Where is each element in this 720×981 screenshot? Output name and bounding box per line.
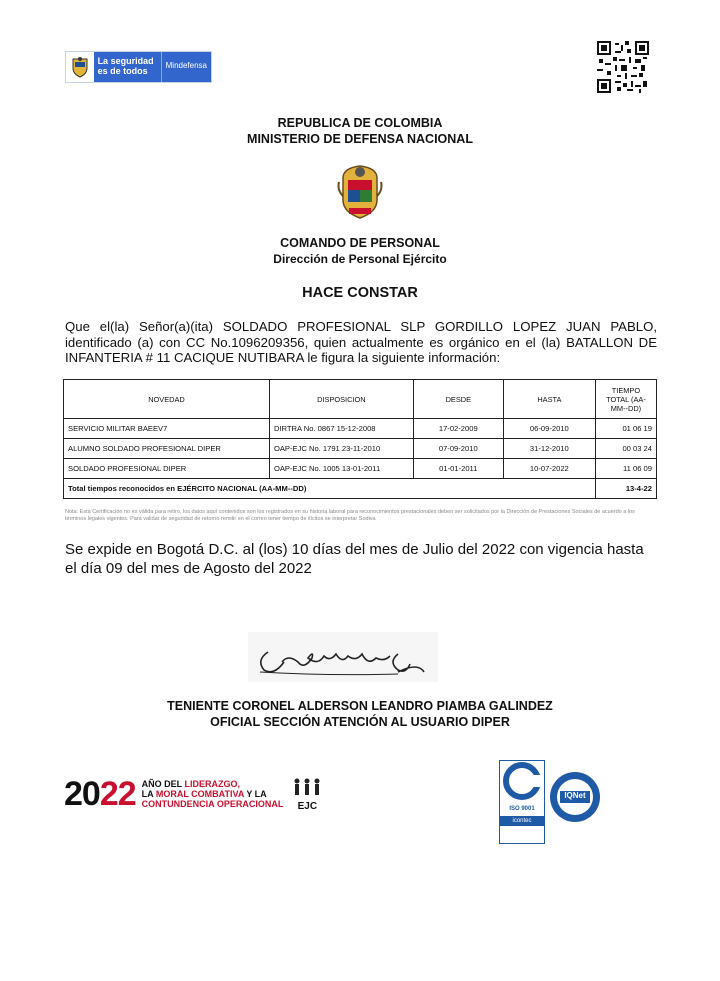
table-row [64, 459, 657, 479]
col-novedad: NOVEDAD [64, 380, 270, 419]
directorate-title: Dirección de Personal Ejército [273, 252, 447, 266]
table-header-row [64, 380, 657, 419]
cell-tiempo: 01 06 19 [595, 419, 656, 439]
col-desde: DESDE [413, 380, 503, 419]
army-2022-slogan [64, 776, 384, 812]
cell-hasta: 10-07-2022 [503, 459, 595, 479]
cell-disposicion: OAP-EJC No. 1005 13-01-2011 [269, 459, 413, 479]
signer-title: OFICIAL SECCIÓN ATENCIÓN AL USUARIO DIPER [210, 715, 510, 729]
gov-slogan: La seguridad es de todos [94, 52, 161, 82]
cell-tiempo: 00 03 24 [595, 439, 656, 459]
cell-novedad: SERVICIO MILITAR BAEEV7 [64, 419, 270, 439]
soldiers-icon [289, 777, 325, 797]
ministry-label: Mindefensa [161, 52, 211, 82]
total-label: Total tiempos reconocidos en EJÉRCITO NACIONAL (AA-MM--DD) [64, 479, 596, 499]
icontec-logo-icon [502, 761, 542, 801]
table-row [64, 419, 657, 439]
table-row [64, 439, 657, 459]
coat-of-arms-icon [66, 52, 94, 82]
cell-tiempo: 11 06 09 [595, 459, 656, 479]
cell-desde: 17-02-2009 [413, 419, 503, 439]
cell-disposicion: DIRTRA No. 0867 15-12-2008 [269, 419, 413, 439]
service-record-table [63, 379, 657, 499]
army-crest-icon [335, 160, 385, 220]
signature-image [248, 632, 438, 682]
col-disposicion: DISPOSICION [269, 380, 413, 419]
iqnet-certification: IQNet [548, 770, 602, 824]
cell-hasta: 31-12-2010 [503, 439, 595, 459]
ministry-title: MINISTERIO DE DEFENSA NACIONAL [247, 132, 473, 146]
cell-disposicion: OAP-EJC No. 1791 23-11-2010 [269, 439, 413, 459]
country-title: REPUBLICA DE COLOMBIA [277, 116, 443, 130]
issue-statement: Se expide en Bogotá D.C. al (los) 10 días del mes de Julio del 2022 con vigencia hasta el día 09 del mes de Agosto del 2022 [65, 541, 644, 577]
ejc-logo: EJC [289, 777, 325, 812]
cell-hasta: 06-09-2010 [503, 419, 595, 439]
col-hasta: HASTA [503, 380, 595, 419]
total-value: 13-4-22 [595, 479, 656, 499]
qr-code-icon [597, 41, 649, 93]
cell-novedad: ALUMNO SOLDADO PROFESIONAL DIPER [64, 439, 270, 459]
slogan-text: AÑO DEL LIDERAZGO, LA MORAL COMBATIVA Y LA CONTUNDENCIA OPERACIONAL [141, 779, 284, 809]
cell-desde: 07-09-2010 [413, 439, 503, 459]
gov-logo [65, 51, 212, 83]
table-total-row [64, 479, 657, 499]
legal-note: Nota: Esta Certificación no es válida para retiro, los datos aquí contenidos son los registrados en su historia laboral para reconocimientos prestacionales deben ser solicitados por la Dirección de Prestaciones Sociales de acuerdo a los términos legales vigentes. Para validar de seguridad de retorno remitir en el correo tener tiempo de ilícitos se interpretar Sodiva [65, 509, 635, 522]
command-title: COMANDO DE PERSONAL [280, 236, 440, 250]
cell-desde: 01-01-2011 [413, 459, 503, 479]
signer-name: TENIENTE CORONEL ALDERSON LEANDRO PIAMBA GALINDEZ [167, 699, 553, 713]
icontec-certification: ISO 9001 icontec [499, 760, 545, 844]
certificate-heading: HACE CONSTAR [302, 285, 418, 301]
intro-paragraph: Que el(la) Señor(a)(ita) SOLDADO PROFESIONAL SLP GORDILLO LOPEZ JUAN PABLO, identificado (a) con CC No.1096209356, quien actualmente es orgánico en el (la) BATALLON DE INFANTERIA # 11 CACIQUE NUTIBARA le figura la siguiente información: [65, 319, 657, 365]
year-label: 2022 [64, 775, 136, 813]
col-tiempo-total: TIEMPO TOTAL (AA-MM--DD) [595, 380, 656, 419]
cell-novedad: SOLDADO PROFESIONAL DIPER [64, 459, 270, 479]
